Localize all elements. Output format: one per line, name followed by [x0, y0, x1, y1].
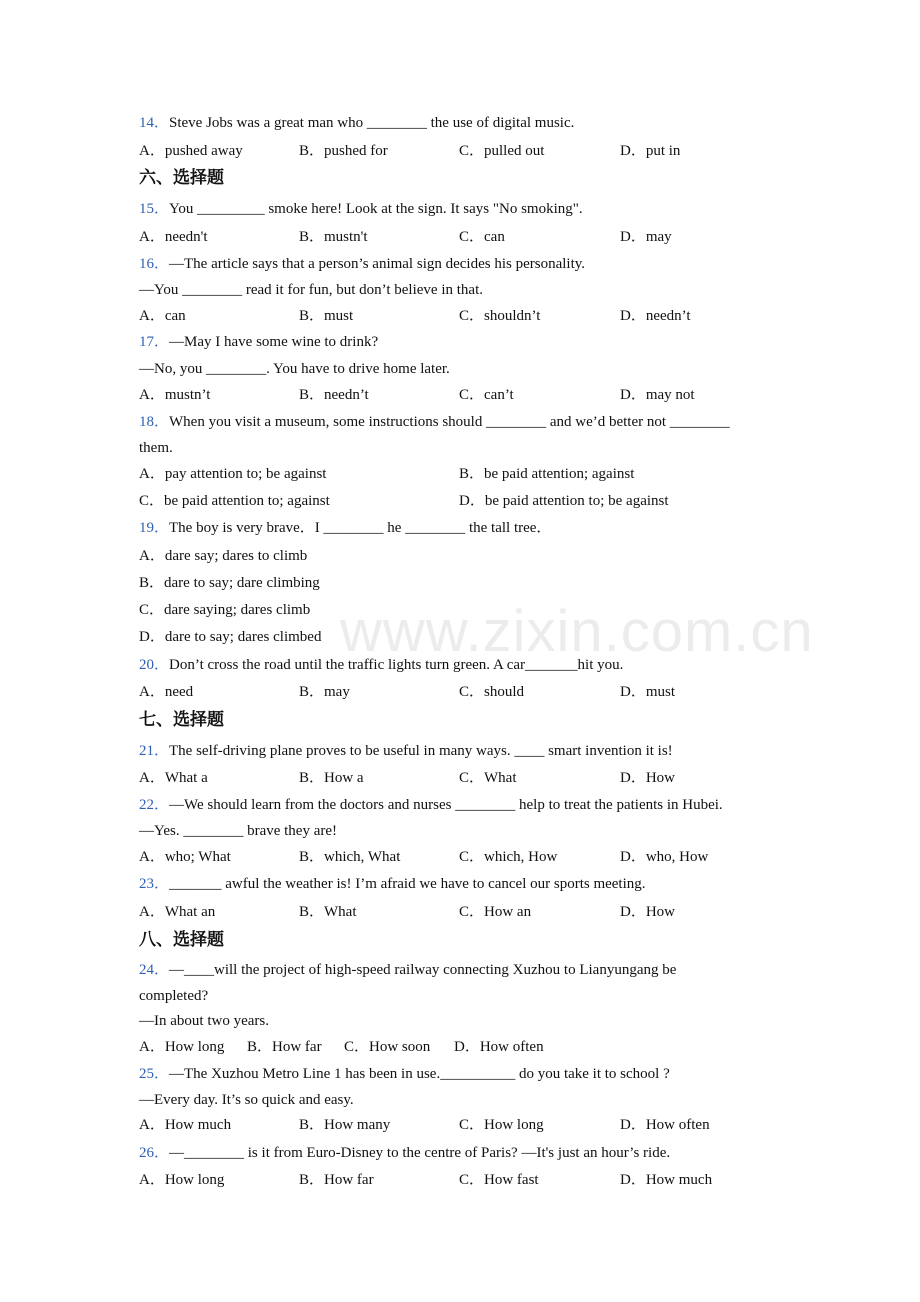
question-25-line2: —Every day. It’s so quick and easy.	[139, 1092, 354, 1108]
question-text: Steve Jobs was a great man who ________ the use of digital music.	[169, 115, 575, 131]
option-d[interactable]: D．How	[620, 904, 675, 920]
question-text: —The article says that a person’s animal sign decides his personality.	[169, 256, 586, 272]
question-text: When you visit a museum, some instructions should ________ and we’d better not ________	[169, 414, 730, 430]
option-c[interactable]: C．pulled out	[459, 143, 545, 159]
watermark: www.zixin.com.cn	[340, 599, 814, 664]
option-d[interactable]: D．needn’t	[620, 308, 691, 324]
question-number: 25．	[139, 1066, 170, 1082]
section-heading-6: 六、选择题	[139, 168, 224, 188]
option-d[interactable]: D．must	[620, 684, 676, 700]
question-text: —May I have some wine to drink?	[169, 334, 379, 350]
question-number: 23．	[139, 876, 170, 892]
question-text: You _________ smoke here! Look at the sign. It says "No smoking".	[169, 201, 583, 217]
question-text: —____will the project of high-speed railway connecting Xuzhou to Lianyungang be	[169, 962, 677, 978]
option-a[interactable]: A．How long	[139, 1039, 225, 1055]
option-c[interactable]: C．How fast	[459, 1172, 539, 1188]
question-number: 20．	[139, 657, 170, 673]
question-26	[139, 1143, 670, 1163]
option-a[interactable]: A．mustn’t	[139, 387, 211, 403]
option-c[interactable]: C．which, How	[459, 849, 558, 865]
question-number: 24．	[139, 962, 170, 978]
question-14	[139, 113, 574, 133]
question-text: ―We should learn from the doctors and nurses ________ help to treat the patients in Hubei.	[169, 797, 723, 813]
option-a[interactable]: A．needn't	[139, 229, 208, 245]
question-16-line2: —You ________ read it for fun, but don’t believe in that.	[139, 282, 483, 298]
question-23	[139, 874, 646, 894]
question-25	[139, 1064, 670, 1084]
option-a[interactable]: A．How long	[139, 1172, 225, 1188]
option-d[interactable]: D．How much	[620, 1172, 713, 1188]
question-17-line2: —No, you ________. You have to drive home later.	[139, 361, 450, 377]
question-number: 15．	[139, 201, 170, 217]
option-a[interactable]: A．need	[139, 684, 194, 700]
question-text: —________ is it from Euro-Disney to the centre of Paris? —It's just an hour’s ride.	[169, 1145, 671, 1161]
question-number: 26．	[139, 1145, 170, 1161]
option-d[interactable]: D．How	[620, 770, 675, 786]
question-18-line2: them.	[139, 440, 173, 456]
question-22	[139, 795, 723, 815]
option-d[interactable]: D．put in	[620, 143, 681, 159]
option-a[interactable]: A．pushed away	[139, 143, 243, 159]
option-a[interactable]: A．who; What	[139, 849, 231, 865]
question-text: —The Xuzhou Metro Line 1 has been in use.__________ do you take it to school ?	[169, 1066, 670, 1082]
option-d[interactable]: D．may not	[620, 387, 695, 403]
option-b[interactable]: B．be paid attention; against	[459, 466, 635, 482]
question-text: The self-driving plane proves to be useful in many ways. ____ smart invention it is!	[169, 743, 673, 759]
option-c[interactable]: C．should	[459, 684, 525, 700]
question-number: 16．	[139, 256, 170, 272]
option-a[interactable]: A．can	[139, 308, 186, 324]
question-text: Don’t cross the road until the traffic lights turn green. A car_______hit you.	[169, 657, 624, 673]
option-b[interactable]: B．which, What	[299, 849, 401, 865]
question-number: 19．	[139, 520, 170, 536]
question-22-line2: ―Yes. ________ brave they are!	[139, 823, 338, 839]
option-c[interactable]: C．can	[459, 229, 505, 245]
option-d[interactable]: D．who, How	[620, 849, 709, 865]
question-number: 14．	[139, 115, 170, 131]
question-number: 17．	[139, 334, 170, 350]
option-a[interactable]: A．pay attention to; be against	[139, 466, 327, 482]
option-c[interactable]: C．How soon	[344, 1039, 431, 1055]
question-16	[139, 254, 585, 274]
option-b[interactable]: B．How a	[299, 770, 364, 786]
question-number: 22．	[139, 797, 170, 813]
question-15	[139, 199, 583, 219]
option-b[interactable]: B．dare to say; dare climbing	[139, 575, 320, 591]
question-20	[139, 655, 623, 675]
option-a[interactable]: A．What a	[139, 770, 208, 786]
question-number: 21．	[139, 743, 170, 759]
option-c[interactable]: C．How long	[459, 1117, 544, 1133]
option-c[interactable]: C．dare saying; dares climb	[139, 602, 311, 618]
question-24	[139, 960, 676, 980]
option-d[interactable]: D．be paid attention to; be against	[459, 493, 669, 509]
option-b[interactable]: B．How far	[299, 1172, 374, 1188]
option-c[interactable]: C．How an	[459, 904, 532, 920]
option-d[interactable]: D．may	[620, 229, 672, 245]
option-d[interactable]: D．dare to say; dares climbed	[139, 629, 322, 645]
option-c[interactable]: C．can’t	[459, 387, 514, 403]
question-17	[139, 332, 378, 352]
option-b[interactable]: B．How many	[299, 1117, 391, 1133]
option-c[interactable]: C．be paid attention to; against	[139, 493, 330, 509]
option-b[interactable]: B．mustn't	[299, 229, 368, 245]
option-b[interactable]: B．needn’t	[299, 387, 369, 403]
question-24-line3: —In about two years.	[139, 1013, 269, 1029]
option-b[interactable]: B．must	[299, 308, 354, 324]
option-b[interactable]: B．What	[299, 904, 357, 920]
question-19	[139, 518, 551, 538]
option-b[interactable]: B．How far	[247, 1039, 322, 1055]
option-b[interactable]: B．pushed for	[299, 143, 388, 159]
option-a[interactable]: A．How much	[139, 1117, 232, 1133]
option-d[interactable]: D．How often	[454, 1039, 544, 1055]
question-text: The boy is very brave．I ________ he ________ the tall tree．	[169, 520, 552, 536]
question-18	[139, 412, 730, 432]
section-heading-8: 八、选择题	[139, 930, 224, 950]
option-c[interactable]: C．What	[459, 770, 517, 786]
question-number: 18．	[139, 414, 170, 430]
question-text: _______ awful the weather is! I’m afraid we have to cancel our sports meeting.	[169, 876, 646, 892]
question-24-line2: completed?	[139, 988, 209, 1004]
option-a[interactable]: A．dare say; dares to climb	[139, 548, 308, 564]
option-d[interactable]: D．How often	[620, 1117, 710, 1133]
option-a[interactable]: A．What an	[139, 904, 216, 920]
option-b[interactable]: B．may	[299, 684, 350, 700]
option-c[interactable]: C．shouldn’t	[459, 308, 541, 324]
question-21	[139, 741, 673, 761]
section-heading-7: 七、选择题	[139, 710, 224, 730]
